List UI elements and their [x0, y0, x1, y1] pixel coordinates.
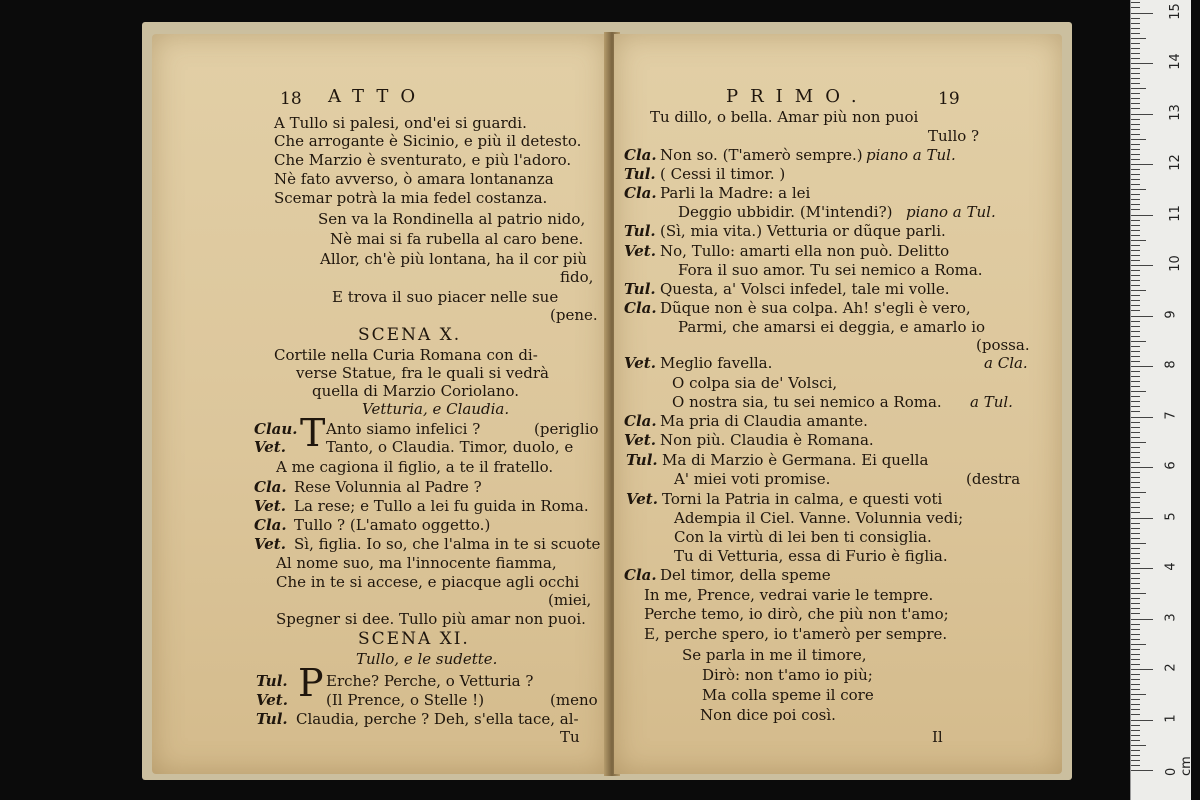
ruler-tick — [1131, 336, 1140, 337]
ruler-label: 4 — [1163, 562, 1179, 571]
ruler-tick — [1131, 502, 1140, 503]
text-line: Non più. Claudia è Romana. — [660, 431, 874, 449]
scene-heading: SCENA X. — [358, 325, 462, 345]
ruler-tick — [1131, 745, 1146, 746]
speaker-label: Cla. — [624, 566, 657, 584]
speaker-label: Vet. — [256, 691, 288, 709]
ruler-tick — [1131, 699, 1140, 700]
ruler-tick — [1131, 608, 1140, 609]
ruler-tick — [1131, 654, 1140, 655]
right-page — [614, 34, 1062, 774]
text-line: In me, Prence, vedrai varie le tempre. — [644, 586, 934, 604]
ruler-tick — [1131, 73, 1140, 74]
ruler-tick — [1131, 720, 1153, 721]
text-line: Ma di Marzio è Germana. Ei quella — [662, 451, 929, 469]
text-line: Parmi, che amarsi ei deggia, e amarlo io — [678, 318, 986, 336]
ruler-label: 0 cm — [1164, 756, 1194, 776]
ruler-tick — [1131, 593, 1146, 594]
ruler-tick — [1131, 659, 1140, 660]
ruler-tick — [1131, 432, 1140, 433]
ruler-tick — [1131, 467, 1153, 468]
ruler-tick — [1131, 124, 1140, 125]
ruler-tick — [1131, 159, 1140, 160]
ruler-tick — [1131, 265, 1153, 266]
text-line: Tu di Vetturia, essa di Furio è figlia. — [674, 547, 948, 565]
ruler-tick — [1131, 48, 1140, 49]
ruler-tick — [1131, 215, 1153, 216]
ruler-tick — [1131, 427, 1140, 428]
ruler-tick — [1131, 310, 1140, 311]
ruler-tick — [1131, 396, 1140, 397]
ruler-tick — [1131, 447, 1140, 448]
ruler-tick — [1131, 649, 1140, 650]
ruler-tick — [1131, 114, 1153, 115]
ruler-tick — [1131, 23, 1140, 24]
ruler-tick — [1131, 714, 1140, 715]
text-line: O nostra sia, tu sei nemico a Roma. — [672, 393, 942, 411]
text-line: Deggio ubbidir. (M'intendi?) — [678, 203, 893, 221]
ruler-tick — [1131, 78, 1140, 79]
ruler-tick — [1131, 735, 1140, 736]
ruler-tick — [1131, 750, 1140, 751]
ruler-tick — [1131, 240, 1146, 241]
ruler-tick — [1131, 528, 1140, 529]
ruler-tick — [1131, 331, 1140, 332]
text-line: (meno — [550, 691, 598, 709]
ruler-tick — [1131, 573, 1140, 574]
ruler-label: 10 — [1167, 255, 1183, 272]
text-line: Che in te si accese, e piacque agli occhi — [276, 573, 580, 591]
text-line: Dũque non è sua colpa. Ah! s'egli è vero, — [660, 299, 971, 317]
ruler-tick — [1131, 497, 1140, 498]
text-line: fido, — [560, 268, 594, 286]
ruler-tick — [1131, 326, 1140, 327]
ruler-tick — [1131, 558, 1140, 559]
speaker-label: Vet. — [254, 535, 286, 553]
ruler-tick — [1131, 285, 1140, 286]
text-line: A' miei voti promise. — [674, 470, 831, 488]
text-line: Allor, ch'è più lontana, ha il cor più — [320, 250, 587, 268]
text-line: Rese Volunnia al Padre ? — [294, 478, 482, 496]
text-line: Fora il suo amor. Tu sei nemico a Roma. — [678, 261, 983, 279]
text-line: Anto siamo infelici ? — [326, 420, 481, 438]
ruler-tick — [1131, 755, 1140, 756]
ruler-tick — [1131, 518, 1153, 519]
speaker-label: Vet. — [624, 431, 656, 449]
ruler-tick — [1131, 321, 1140, 322]
ruler-tick — [1131, 38, 1146, 39]
ruler-tick — [1131, 588, 1140, 589]
ruler-tick — [1131, 295, 1140, 296]
ruler-tick — [1131, 225, 1140, 226]
book — [142, 22, 1072, 780]
speaker-label: Cla. — [254, 516, 287, 534]
ruler-tick — [1131, 452, 1140, 453]
ruler-label: 15 — [1167, 2, 1183, 20]
ruler-tick — [1131, 674, 1140, 675]
speaker-label: Cla. — [624, 299, 657, 317]
ruler-tick — [1131, 33, 1140, 34]
characters-line: Vetturia, e Claudia. — [362, 400, 510, 418]
ruler-tick — [1131, 88, 1146, 89]
text-line: (Sì, mia vita.) Vetturia or dũque parli. — [660, 222, 946, 240]
ruler-tick — [1131, 149, 1140, 150]
ruler-tick — [1131, 457, 1140, 458]
text-line: Sì, figlia. Io so, che l'alma in te si scuote — [294, 535, 601, 553]
text-line: A me cagiona il figlio, a te il fratello. — [276, 458, 554, 476]
text-line: Tu dillo, o bella. Amar più non puoi — [650, 108, 919, 126]
ruler-tick — [1131, 98, 1140, 99]
stage-direction: verse Statue, fra le quali si vedrà — [296, 364, 549, 382]
ruler-tick — [1131, 770, 1153, 771]
ruler-tick — [1131, 280, 1140, 281]
ruler-tick — [1131, 300, 1140, 301]
ruler-tick — [1131, 53, 1140, 54]
ruler-tick — [1131, 477, 1140, 478]
ruler-label: 8 — [1163, 360, 1179, 369]
ruler-tick — [1131, 613, 1140, 614]
ruler-tick — [1131, 376, 1140, 377]
ruler-tick — [1131, 139, 1146, 140]
ruler-tick — [1131, 538, 1140, 539]
text-line: Sen va la Rondinella al patrio nido, — [318, 210, 586, 228]
left-page-text — [152, 34, 608, 774]
speaker-label: Cla. — [624, 184, 657, 202]
text-line: Nè fato avverso, ò amara lontananza — [274, 170, 554, 188]
ruler-tick — [1131, 639, 1140, 640]
speaker-label: Cla. — [624, 146, 657, 164]
ruler-tick — [1131, 290, 1146, 291]
ruler-label: 2 — [1163, 663, 1179, 672]
ruler-tick — [1131, 644, 1146, 645]
ruler-tick — [1131, 462, 1140, 463]
catchword: Tu — [560, 728, 580, 746]
text-line: E, perche spero, io t'amerò per sempre. — [644, 625, 948, 643]
speaker-label: Vet. — [626, 490, 658, 508]
ruler-tick — [1131, 624, 1140, 625]
verse-line: Se parla in me il timore, — [682, 646, 867, 664]
ruler-tick — [1131, 401, 1140, 402]
ruler-tick — [1131, 391, 1146, 392]
text-line: O colpa sia de' Volsci, — [672, 374, 838, 392]
text-line: Al nome suo, ma l'innocente fiamma, — [276, 554, 557, 572]
ruler-tick — [1131, 174, 1140, 175]
verse-line: Ma colla speme il core — [702, 686, 874, 704]
stage-direction: a Cla. — [984, 354, 1028, 372]
ruler-label: 13 — [1167, 103, 1183, 121]
ruler-tick — [1131, 13, 1153, 14]
text-line: Parli la Madre: a lei — [660, 184, 811, 202]
ruler-tick — [1131, 598, 1140, 599]
ruler-tick — [1131, 18, 1140, 19]
scene-heading: SCENA XI. — [358, 629, 470, 649]
ruler-tick — [1131, 260, 1140, 261]
ruler-tick — [1131, 134, 1140, 135]
ruler-tick — [1131, 204, 1140, 205]
ruler-tick — [1131, 245, 1140, 246]
text-line: (possa. — [976, 336, 1030, 354]
ruler-tick — [1131, 270, 1140, 271]
characters-line: Tullo, e le sudette. — [356, 650, 498, 668]
text-line: Erche? Perche, o Vetturia ? — [326, 672, 534, 690]
text-line: No, Tullo: amarti ella non può. Delitto — [660, 242, 950, 260]
ruler-tick — [1131, 578, 1140, 579]
text-line: Tullo ? (L'amato oggetto.) — [294, 516, 491, 534]
ruler-tick — [1131, 2, 1140, 3]
ruler-tick — [1131, 694, 1146, 695]
verse-line: Dirò: non t'amo io più; — [702, 666, 873, 684]
ruler-tick — [1131, 68, 1140, 69]
ruler-label: 9 — [1163, 309, 1179, 319]
ruler-tick — [1131, 7, 1140, 8]
ruler-tick — [1131, 235, 1140, 236]
text-line: Questa, a' Volsci infedel, tale mi volle. — [660, 280, 950, 298]
text-line: Meglio favella. — [660, 354, 773, 372]
ruler-tick — [1131, 93, 1140, 94]
stage-direction: Cortile nella Curia Romana con di- — [274, 346, 538, 364]
ruler-tick — [1131, 154, 1140, 155]
ruler-tick — [1131, 83, 1140, 84]
ruler-tick — [1131, 543, 1146, 544]
running-header: ATTO — [328, 86, 428, 107]
ruler-tick — [1131, 487, 1140, 488]
ruler-tick — [1131, 553, 1140, 554]
ruler-tick — [1131, 507, 1140, 508]
text-line: E trova il suo piacer nelle sue — [332, 288, 559, 306]
ruler-label: 6 — [1163, 461, 1179, 470]
ruler-tick — [1131, 250, 1140, 251]
speaker-label: Tul. — [256, 672, 288, 690]
ruler-tick — [1131, 679, 1140, 680]
ruler-tick — [1131, 689, 1140, 690]
ruler-tick — [1131, 704, 1140, 705]
ruler-tick — [1131, 634, 1140, 635]
text-line: Nè mai si fa rubella al caro bene. — [330, 230, 584, 248]
ruler-tick — [1131, 548, 1140, 549]
text-line: Con la virtù di lei ben ti consiglia. — [674, 528, 932, 546]
ruler-tick — [1131, 725, 1140, 726]
text-line: ( Cessi il timor. ) — [660, 165, 786, 183]
ruler-tick — [1131, 760, 1140, 761]
ruler-tick — [1131, 422, 1140, 423]
text-line: Tanto, o Claudia. Timor, duolo, e — [326, 438, 574, 456]
speaker-label: Cla. — [624, 412, 657, 430]
ruler-tick — [1131, 346, 1140, 347]
text-line: Adempia il Ciel. Vanne. Volunnia vedi; — [674, 509, 964, 527]
ruler-label: 1 — [1163, 713, 1179, 723]
ruler-tick — [1131, 411, 1140, 412]
speaker-label: Tul. — [626, 451, 658, 469]
speaker-label: Cla. — [254, 478, 287, 496]
ruler-tick — [1131, 184, 1140, 185]
ruler-tick — [1131, 482, 1140, 483]
ruler-tick — [1131, 709, 1140, 710]
speaker-label: Tul. — [256, 710, 288, 728]
ruler-tick — [1131, 179, 1140, 180]
ruler-tick — [1131, 533, 1140, 534]
text-line: Spegner si dee. Tullo più amar non puoi. — [276, 610, 586, 628]
ruler-tick — [1131, 189, 1146, 190]
text-line: (Il Prence, o Stelle !) — [326, 691, 485, 709]
ruler-tick — [1131, 684, 1140, 685]
text-line: Che arrogante è Sicinio, e più il detesto. — [274, 132, 582, 150]
ruler-tick — [1131, 119, 1140, 120]
text-line: Claudia, perche ? Deh, s'ella tace, al- — [296, 710, 579, 728]
text-line: (periglio — [534, 420, 599, 438]
speaker-label: Tul. — [624, 280, 656, 298]
running-header: PRIMO. — [726, 86, 869, 107]
ruler-tick — [1131, 103, 1140, 104]
ruler-tick — [1131, 316, 1153, 317]
ruler-tick — [1131, 492, 1146, 493]
ruler-tick — [1131, 275, 1140, 276]
text-line: Torni la Patria in calma, e questi voti — [662, 490, 943, 508]
stage-direction: quella di Marzio Coriolano. — [312, 382, 520, 400]
ruler-tick — [1131, 341, 1146, 342]
ruler-label: 7 — [1163, 410, 1179, 420]
ruler-tick — [1131, 220, 1140, 221]
text-line: (miei, — [548, 591, 592, 609]
stage-direction: a Tul. — [970, 393, 1013, 411]
ruler-label: 12 — [1167, 154, 1183, 171]
ruler-tick — [1131, 437, 1140, 438]
ruler-tick — [1131, 619, 1153, 620]
ruler-tick — [1131, 108, 1140, 109]
ruler-tick — [1131, 406, 1140, 407]
ruler-tick — [1131, 361, 1140, 362]
ruler-tick — [1131, 386, 1140, 387]
left-page — [152, 34, 608, 774]
text-line: Ma pria di Claudia amante. — [660, 412, 868, 430]
ruler-tick — [1131, 255, 1140, 256]
speaker-label: Vet. — [624, 354, 656, 372]
drop-cap: P — [298, 661, 324, 705]
ruler-label: 11 — [1167, 204, 1183, 222]
ruler-tick — [1131, 356, 1140, 357]
text-line: Non so. (T'amerò sempre.) — [660, 146, 863, 164]
text-line: A Tullo si palesi, ond'ei si guardi. — [274, 114, 527, 132]
ruler-tick — [1131, 563, 1140, 564]
drop-cap: T — [300, 411, 326, 455]
right-page-text — [614, 34, 1062, 774]
ruler-tick — [1131, 583, 1140, 584]
ruler-tick — [1131, 730, 1140, 731]
page-number: 19 — [938, 89, 960, 109]
text-line: Tullo ? — [928, 127, 980, 145]
ruler-tick — [1131, 351, 1140, 352]
ruler-tick — [1131, 305, 1140, 306]
speaker-label: Tul. — [624, 165, 656, 183]
ruler-tick — [1131, 194, 1140, 195]
ruler-label: 14 — [1167, 53, 1183, 70]
text-line: Del timor, della speme — [660, 566, 831, 584]
ruler-tick — [1131, 169, 1140, 170]
ruler-tick — [1131, 381, 1140, 382]
ruler-label: 5 — [1163, 511, 1179, 521]
ruler-label: 3 — [1163, 612, 1179, 622]
ruler-tick — [1131, 512, 1140, 513]
measurement-ruler — [1130, 0, 1194, 800]
ruler-tick — [1131, 199, 1140, 200]
page-number: 18 — [280, 89, 302, 109]
ruler-tick — [1131, 523, 1140, 524]
ruler-tick — [1131, 629, 1140, 630]
text-line: (destra — [966, 470, 1021, 488]
ruler-tick — [1131, 740, 1140, 741]
ruler-tick — [1131, 568, 1153, 569]
speaker-label: Tul. — [624, 222, 656, 240]
ruler-tick — [1131, 472, 1140, 473]
text-line: Perche temo, io dirò, che più non t'amo; — [644, 605, 949, 623]
ruler-tick — [1131, 164, 1153, 165]
catchword: Il — [932, 728, 943, 746]
ruler-tick — [1131, 366, 1153, 367]
ruler-tick — [1131, 442, 1146, 443]
text-line: (pene. — [550, 306, 598, 324]
ruler-tick — [1131, 209, 1140, 210]
ruler-tick — [1131, 144, 1140, 145]
text-line: Che Marzio è sventurato, e più l'adoro. — [274, 151, 572, 169]
ruler-tick — [1131, 43, 1140, 44]
ruler-tick — [1131, 28, 1140, 29]
text-line: Scemar potrà la mia fedel costanza. — [274, 189, 548, 207]
verse-line: Non dice poi così. — [700, 706, 836, 724]
ruler-tick — [1131, 664, 1140, 665]
ruler-tick — [1131, 129, 1140, 130]
ruler-tick — [1131, 669, 1153, 670]
ruler-tick — [1131, 603, 1140, 604]
speaker-label: Vet. — [254, 497, 286, 515]
ruler-tick — [1131, 63, 1153, 64]
ruler-tick — [1131, 417, 1153, 418]
speaker-label: Vet. — [254, 438, 286, 456]
ruler-tick — [1131, 765, 1140, 766]
ruler-tick — [1131, 230, 1140, 231]
stage-direction: piano a Tul. — [906, 203, 996, 221]
speaker-label: Clau. — [254, 420, 298, 438]
text-line: La rese; e Tullo a lei fu guida in Roma. — [294, 497, 589, 515]
stage-direction: piano a Tul. — [866, 146, 956, 164]
speaker-label: Vet. — [624, 242, 656, 260]
ruler-tick — [1131, 371, 1140, 372]
ruler-tick — [1131, 58, 1140, 59]
